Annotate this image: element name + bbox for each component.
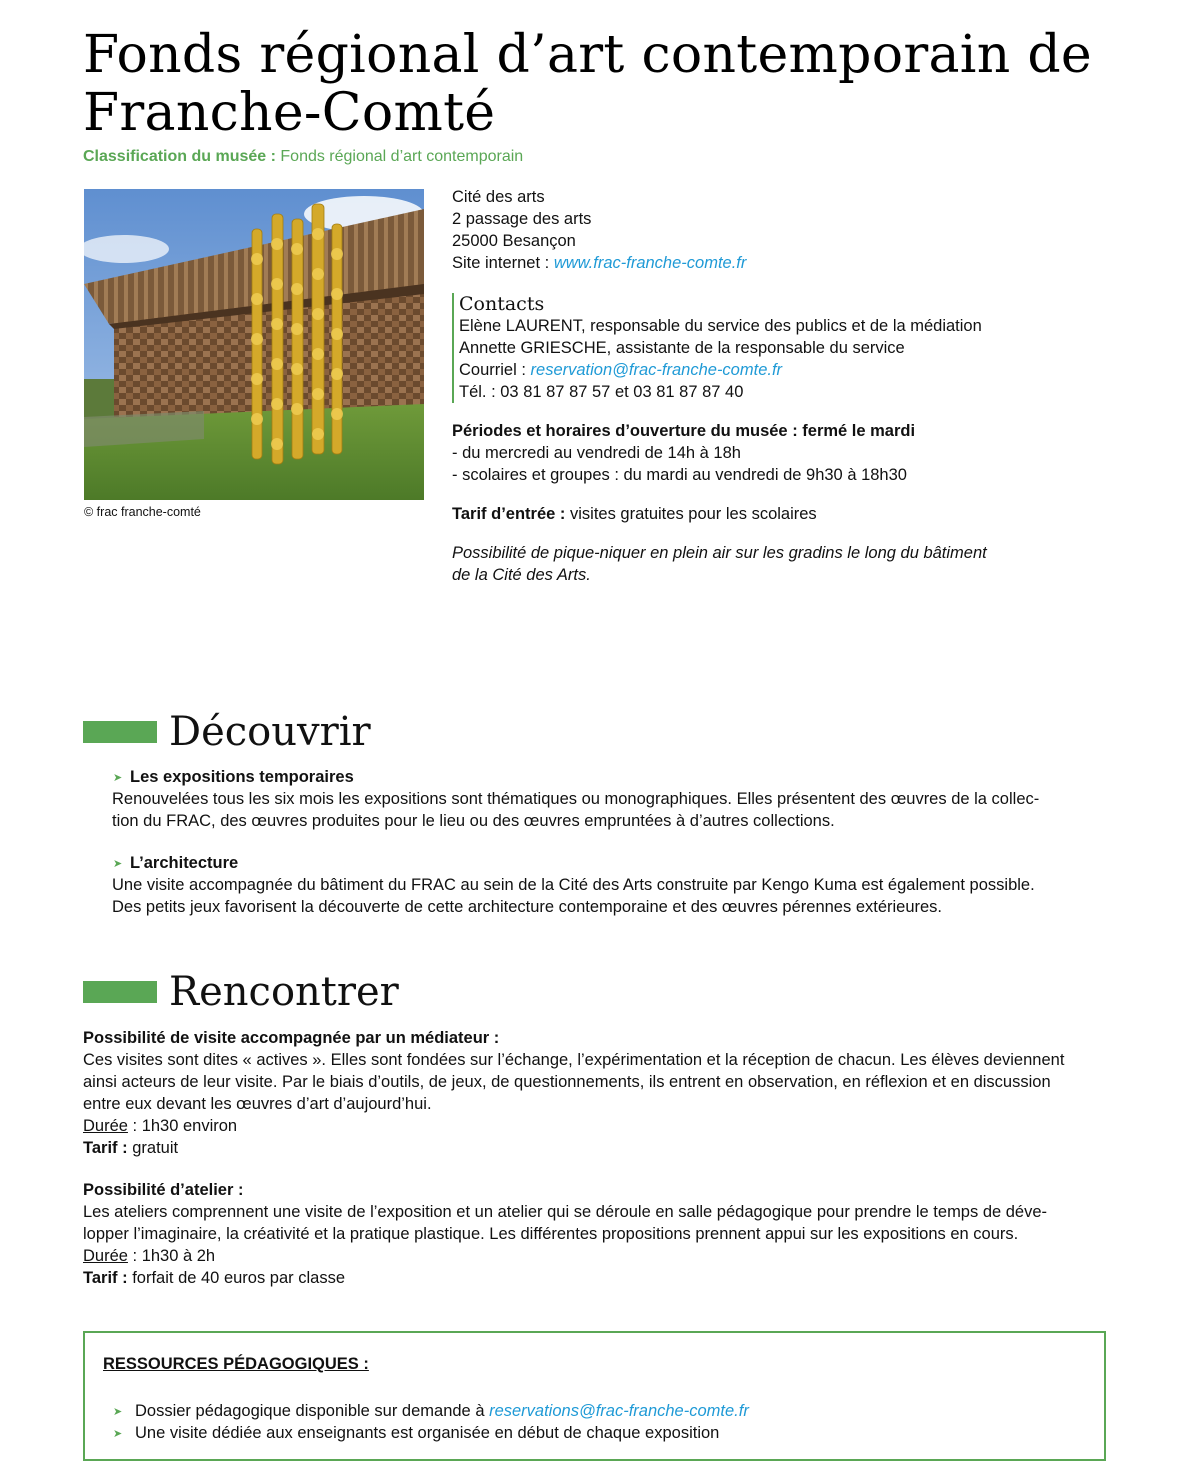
item-text-line: Des petits jeux favorisent la découverte de cette architecture contemporaine et des œuvres pérennes extérieures.: [112, 898, 943, 916]
decouvrir-content: [112, 766, 1107, 918]
entry-price: [452, 503, 1072, 525]
address-line-3: 25000 Besançon: [452, 232, 576, 250]
arrow-icon: ➤: [113, 1428, 123, 1440]
website-link[interactable]: www.frac-franche-comte.fr: [553, 254, 747, 272]
photo-caption: © frac franche-comté: [84, 505, 201, 519]
visit-text-line: entre eux devant les œuvres d’art d’aujourd’hui.: [83, 1095, 432, 1113]
atelier-duration: Durée : 1h30 à 2h: [83, 1247, 216, 1265]
contact-person-1: Elène LAURENT, responsable du service des publics et de la médiation: [459, 317, 982, 335]
picnic-line-1: Possibilité de pique-niquer en plein air sur les gradins le long du bâtiment: [452, 544, 987, 562]
classification-value: Fonds régional d’art contemporain: [280, 148, 524, 165]
price-label: Tarif d’entrée :: [452, 505, 566, 523]
classification-label: Classification du musée :: [83, 148, 276, 165]
museum-info: [452, 186, 1072, 586]
title-line-2: Franche-Comté: [83, 83, 496, 143]
visit-text-line: Ces visites sont dites « actives ». Elles sont fondées sur l’échange, l’expérimentation et la réception de chacun. Les élèves deviennent: [83, 1051, 1065, 1069]
contacts-title: Contacts: [459, 293, 545, 315]
section-heading-rencontrer: Rencontrer: [169, 969, 399, 1015]
price-value: visites gratuites pour les scolaires: [569, 505, 817, 523]
arrow-icon: ➤: [113, 772, 123, 784]
hours-title: Périodes et horaires d’ouverture du musée : fermé le mardi: [452, 422, 916, 440]
resource-item-dossier: ➤ Dossier pédagogique disponible sur demande à reservations@frac-franche-comte.fr: [113, 1400, 749, 1422]
item-text-line: Une visite accompagnée du bâtiment du FRAC au sein de la Cité des Arts construite par Kengo Kuma est également possible.: [112, 876, 1035, 894]
resources-box: [83, 1331, 1106, 1461]
item-text-line: tion du FRAC, des œuvres produites pour le lieu ou des œuvres empruntées à d’autres collections.: [112, 812, 835, 830]
picnic-line-2: de la Cité des Arts.: [452, 566, 591, 584]
museum-classification: [83, 148, 523, 166]
atelier-tarif: Tarif : forfait de 40 euros par classe: [83, 1269, 346, 1287]
address-line-2: 2 passage des arts: [452, 210, 592, 228]
hours-line-2: - scolaires et groupes : du mardi au vendredi de 9h30 à 18h30: [452, 466, 907, 484]
section-bar: [83, 981, 157, 1003]
page-title: [83, 26, 1123, 142]
atelier-title: Possibilité d’atelier :: [83, 1181, 244, 1199]
section-rencontrer: [83, 968, 399, 1016]
section-heading-decouvrir: Découvrir: [169, 709, 371, 755]
visit-text-line: ainsi acteurs de leur visite. Par le biais d’outils, de jeux, de questionnements, ils entrent en observation, en réflexion et en discussion: [83, 1073, 1051, 1091]
section-decouvrir: [83, 708, 371, 756]
rencontrer-content: [83, 1027, 1108, 1289]
website-row: [452, 252, 1072, 274]
address-line-1: Cité des arts: [452, 188, 545, 206]
item-text-line: Renouvelées tous les six mois les expositions sont thématiques ou monographiques. Elles présentent des œuvres de la collec-: [112, 790, 1040, 808]
email-link[interactable]: reservation@frac-franche-comte.fr: [530, 361, 783, 379]
item-title-architecture: ➤ L’architecture: [130, 852, 1107, 874]
email-row: [459, 359, 1072, 381]
hours-line-1: - du mercredi au vendredi de 14h à 18h: [452, 444, 741, 462]
contacts-block: [452, 293, 1072, 403]
building-photo: [84, 189, 424, 500]
email-label: Courriel :: [459, 361, 526, 379]
opening-hours: [452, 420, 1072, 486]
contact-person-2: Annette GRIESCHE, assistante de la responsable du service: [459, 339, 905, 357]
visit-duration: Durée : 1h30 environ: [83, 1117, 238, 1135]
arrow-icon: ➤: [113, 858, 123, 870]
resource-item-visite: ➤ Une visite dédiée aux enseignants est organisée en début de chaque exposition: [113, 1422, 749, 1444]
title-line-1: Fonds régional d’art contemporain de: [83, 25, 1093, 85]
website-label: Site internet :: [452, 254, 550, 272]
section-bar: [83, 721, 157, 743]
resources-title: RESSOURCES PÉDAGOGIQUES :: [103, 1355, 369, 1373]
phone-row: Tél. : 03 81 87 87 57 et 03 81 87 87 40: [459, 383, 744, 401]
visit-title: Possibilité de visite accompagnée par un médiateur :: [83, 1029, 500, 1047]
arrow-icon: ➤: [113, 1406, 123, 1418]
resources-list: [113, 1400, 749, 1444]
visit-tarif: Tarif : gratuit: [83, 1139, 179, 1157]
item-title-expositions: ➤ Les expositions temporaires: [130, 766, 1107, 788]
atelier-text-line: lopper l’imaginaire, la créativité et la pratique plastique. Les différentes propositions prennent appui sur les expositions en cours.: [83, 1225, 1019, 1243]
picnic-note: [452, 542, 1072, 586]
resources-email-link[interactable]: reservations@frac-franche-comte.fr: [489, 1402, 749, 1420]
atelier-text-line: Les ateliers comprennent une visite de l’exposition et un atelier qui se déroule en salle pédagogique pour prendre le temps de déve-: [83, 1203, 1048, 1221]
